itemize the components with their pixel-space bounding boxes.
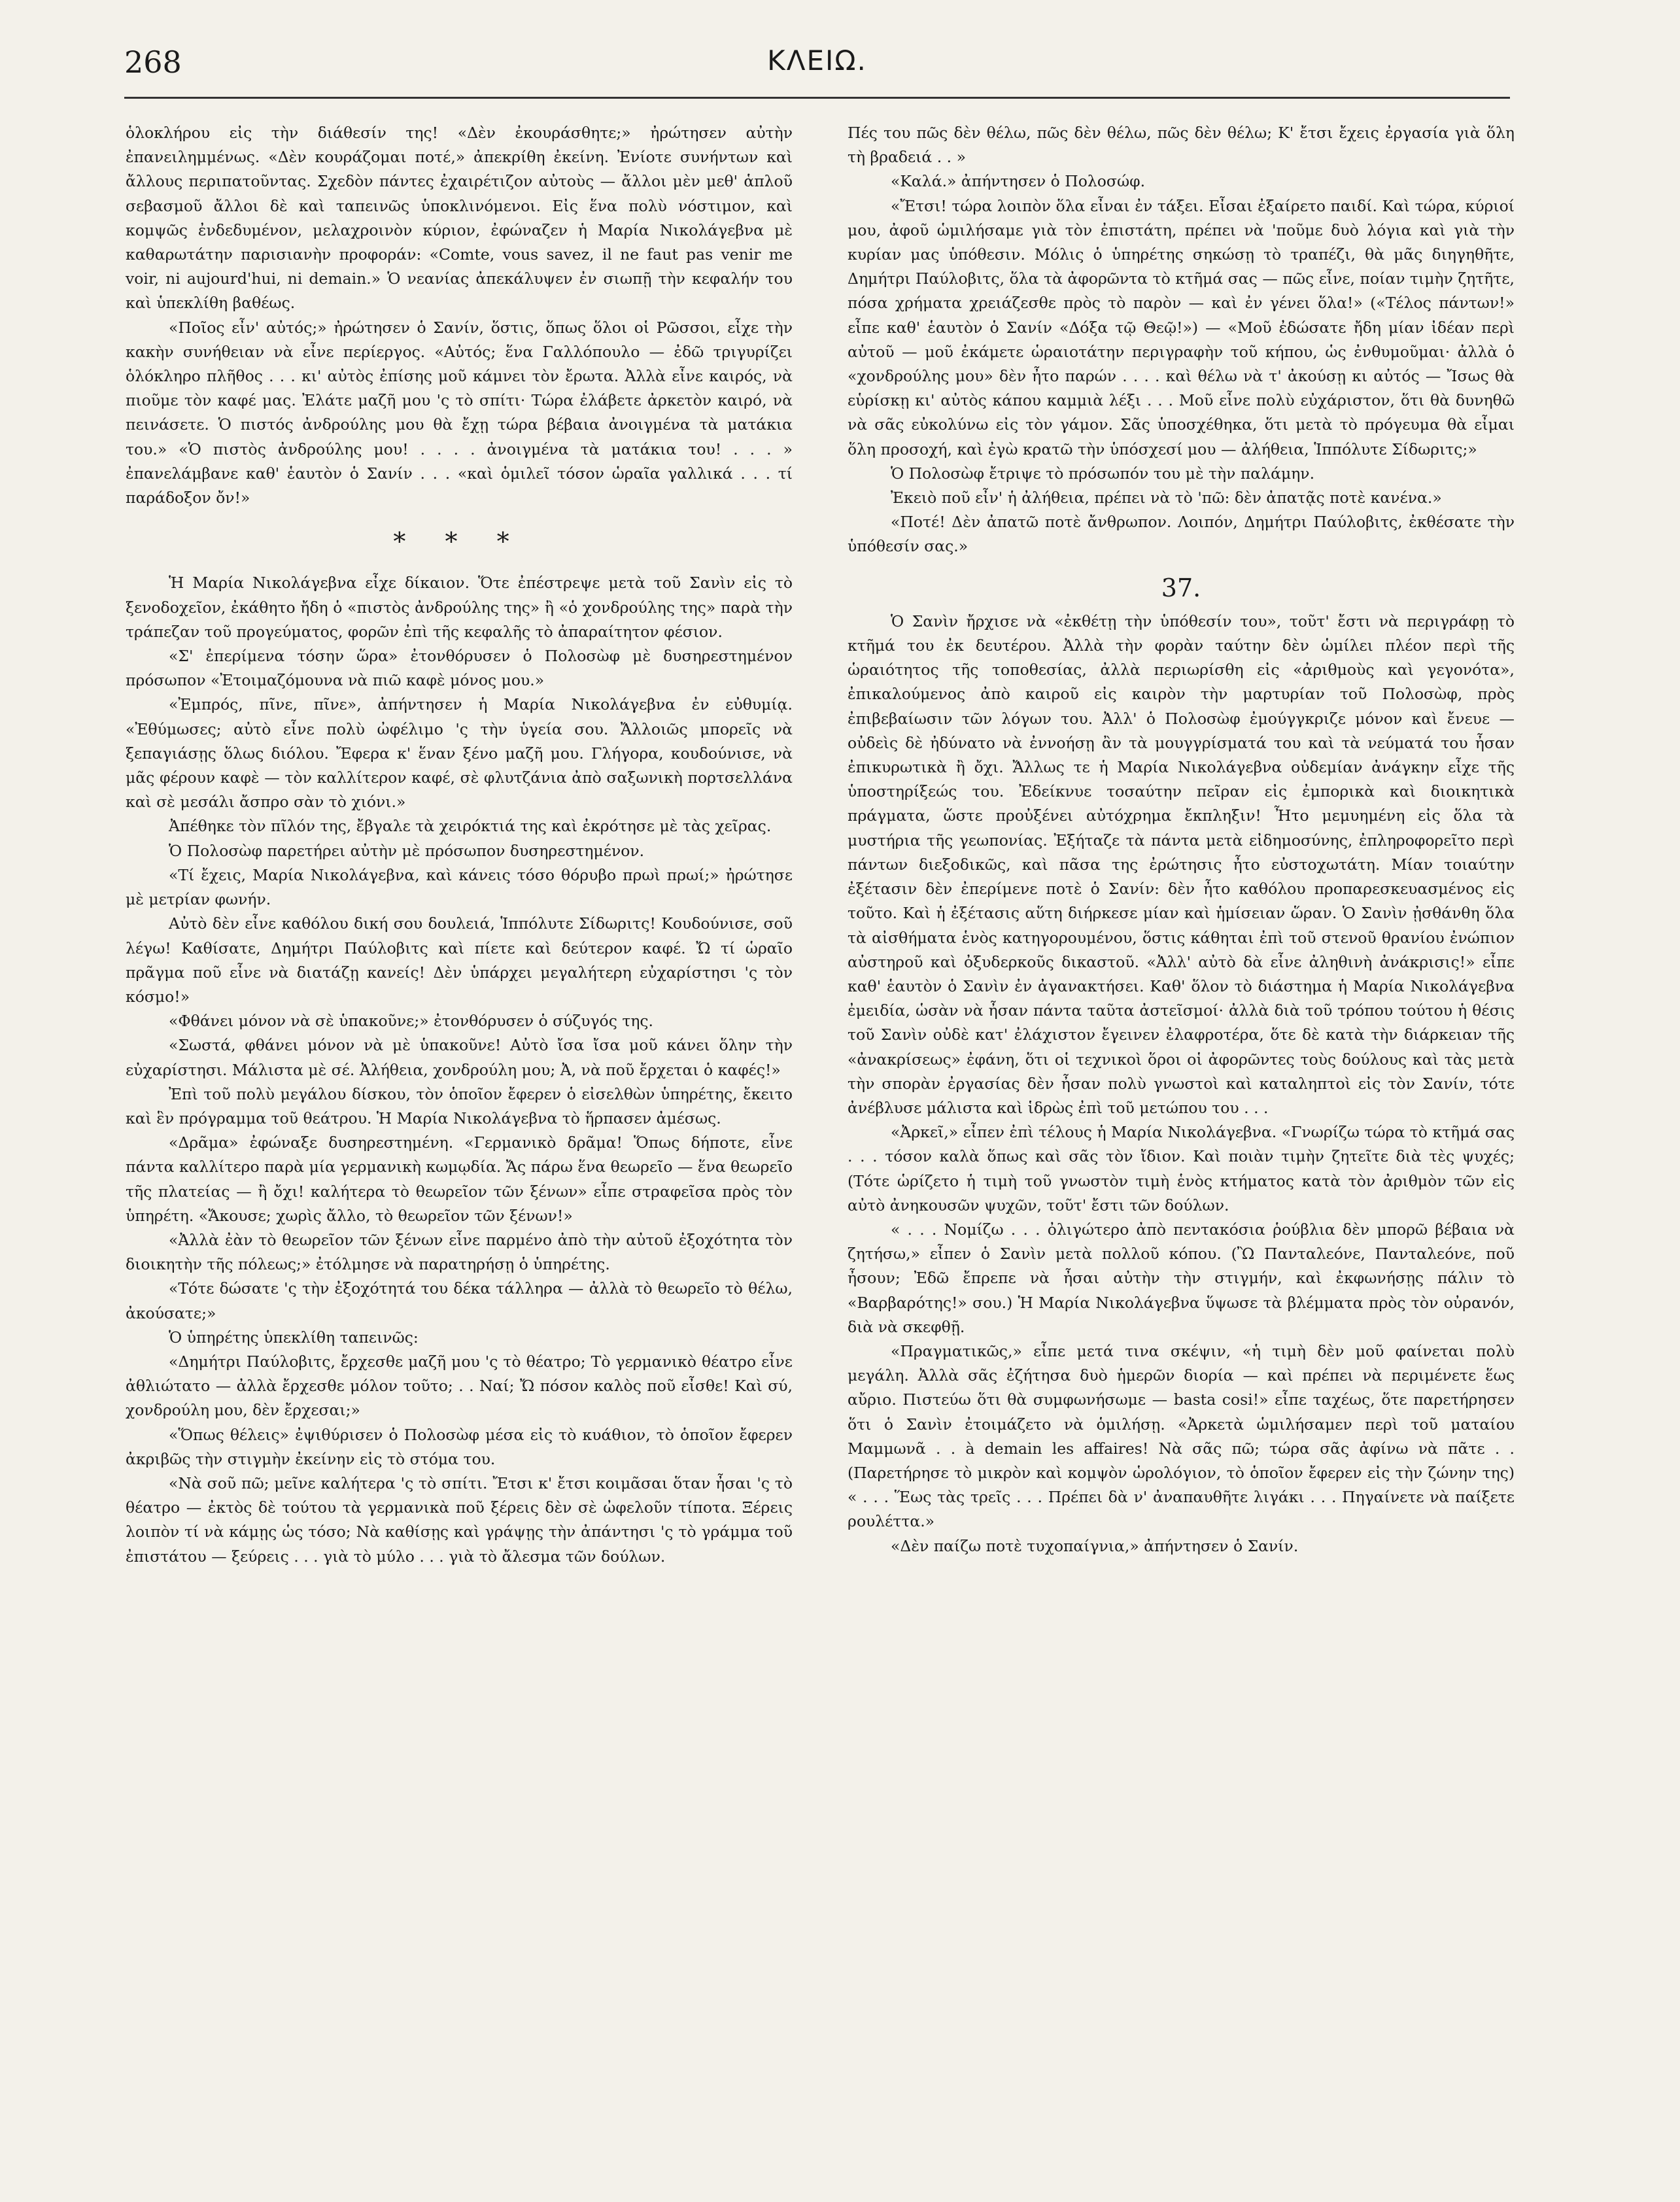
paragraph: «Ἀλλὰ ἐὰν τὸ θεωρεῖον τῶν ξένων εἶνε παρμένο ἀπὸ τὴν αὐτοῦ ἐξοχότητα τὸν διοικητὴν τῆς πόλεως;» ἐτόλμησε νὰ παρατηρήσῃ ὁ ὑπηρέτης. bbox=[126, 1230, 793, 1274]
paragraph: «Καλά.» ἀπήντησεν ὁ Πολοσώφ. bbox=[891, 172, 1146, 191]
page-header bbox=[124, 39, 1510, 85]
paragraph: Αὐτὸ δὲν εἶνε καθόλου δική σου δουλειά, Ἱππόλυτε Σίδωριτς! Κουδούνισε, σοῦ λέγω! Καθίσατε, Δημήτρι Παύλοβιτς καὶ πίετε καὶ δεύτερον καφέ. Ὤ τί ὡραῖο πρᾶγμα ποῦ εἶνε νὰ διατάζῃ κανείς! Δὲν ὑπάρχει μεγαλήτερη εὐχαρίστησι 'ς τὸν κόσμο!» bbox=[126, 914, 793, 1006]
paragraph: «Δημήτρι Παύλοβιτς, ἔρχεσθε μαζῆ μου 'ς τὸ θέατρο; Τὸ γερμανικὸ θέατρο εἶνε ἀθλιώτατο — ἀλλὰ ἔρχεσθε μόλον τοῦτο; . . Ναί; Ὤ πόσον καλὸς ποῦ εἶσθε! Καὶ σύ, χονδρούλη μου, δὲν ἔρχεσαι;» bbox=[126, 1352, 793, 1420]
section-break-asterisks: * * * bbox=[393, 527, 525, 557]
paragraph: Πές του πῶς δὲν θέλω, πῶς δὲν θέλω, πῶς δὲν θέλω; Κ' ἔτσι ἔχεις ἐργασία γιὰ ὅλη τὴ βραδειά . . » bbox=[848, 124, 1515, 167]
paragraph: «Πραγματικῶς,» εἶπε μετά τινα σκέψιν, «ἡ τιμὴ δὲν μοῦ φαίνεται πολὺ μεγάλη. Ἀλλὰ σᾶς ἐζήτησα δυὸ ἡμερῶν διορία — καὶ πρέπει νὰ περιμένετε ἕως αὔριο. Πιστεύω ὅτι θὰ συμφωνήσωμε — basta cosi!» εἶπε ταχέως, ὅτε παρετήρησεν ὅτι ὁ Σανὶν ἐτοιμάζετο νὰ ὁμιλήσῃ. «Ἀρκετὰ ὡμιλήσαμεν περὶ τοῦ ματαίου Μαμμωνᾶ . . à demain les affaires! Νὰ σᾶς πῶ; τώρα σᾶς ἀφίνω νὰ πᾶτε . . (Παρετήρησε τὸ μικρὸν καὶ κομψὸν ὡρολόγιον, τὸ ὁποῖον ἔφερεν εἰς τὴν ζώνην της) « . . . Ἕως τὰς τρεῖς . . . Πρέπει δὰ ν' ἀναπαυθῆτε λιγάκι . . . Πηγαίνετε νὰ παίξετε ρουλέττα.» bbox=[848, 1341, 1515, 1531]
paragraph: Ὁ Πολοσὼφ ἔτριψε τὸ πρόσωπόν του μὲ τὴν παλάμην. bbox=[891, 464, 1315, 483]
paragraph: Ἐπὶ τοῦ πολὺ μεγάλου δίσκου, τὸν ὁποῖον ἔφερεν ὁ εἰσελθὼν ὑπηρέτης, ἔκειτο καὶ ἓν πρόγραμμα τοῦ θεάτρου. Ἡ Μαρία Νικολάγεβνα τὸ ἥρπασεν ἀμέσως. bbox=[126, 1084, 793, 1127]
paragraph: «Τότε δώσατε 'ς τὴν ἐξοχότητά του δέκα τάλληρα — ἀλλὰ τὸ θεωρεῖο τὸ θέλω, ἀκούσατε;» bbox=[126, 1279, 793, 1322]
paragraph: «Τί ἔχεις, Μαρία Νικολάγεβνα, καὶ κάνεις τόσο θόρυβο πρωὶ πρωί;» ἠρώτησε μὲ μετρίαν φωνήν. bbox=[126, 865, 793, 909]
paragraph: «Ἀρκεῖ,» εἶπεν ἐπὶ τέλους ἡ Μαρία Νικολάγεβνα. «Γνωρίζω τώρα τὸ κτῆμά σας . . . τόσον καλὰ ὅπως καὶ σᾶς τὸν ἴδιον. Καὶ ποιὰν τιμὴν ζητεῖτε διὰ τὲς ψυχές; (Τότε ὡρίζετο ἡ τιμὴ τοῦ γνωστὸν τιμὴ ἑνὸς κτήματος κατὰ τὸν ἀριθμὸν τῶν εἰς αὐτὸ ἀνηκουσῶν ψυχῶν, τοῦτ' ἔστι τῶν δούλων. bbox=[848, 1123, 1515, 1214]
paragraph: «Σ' ἐπερίμενα τόσην ὥρα» ἐτονθόρυσεν ὁ Πολοσὼφ μὲ δυσηρεστημένον πρόσωπον «Ἐτοιμαζόμουνα νὰ πιῶ καφὲ μόνος μου.» bbox=[126, 647, 793, 690]
paragraph: « . . . Νομίζω . . . ὀλιγώτερο ἀπὸ πεντακόσια ῥούβλια δὲν μπορῶ βέβαια νὰ ζητήσω,» εἶπεν ὁ Σανὶν μετὰ πολλοῦ κόπου. (Ὢ Πανταλεόνε, Πανταλεόνε, ποῦ ἦσουν; Ἐδῶ ἔπρεπε νὰ ἦσαι αὐτὴν τὴν στιγμήν, καὶ ἐκφωνήσῃς πάλιν τὸ «Βαρβαρότης!» σου.) Ἡ Μαρία Νικολάγεβνα ὕψωσε τὰ βλέμματα πρὸς τὸν οὐρανόν, διὰ νὰ σκεφθῇ. bbox=[848, 1220, 1515, 1336]
page-number: 268 bbox=[124, 44, 182, 80]
paragraph: «Ποῖος εἶν' αὐτός;» ἠρώτησεν ὁ Σανίν, ὅστις, ὅπως ὅλοι οἱ Ρῶσσοι, εἶχε τὴν κακὴν συνήθειαν νὰ εἶνε περίεργος. «Αὐτός; ἕνα Γαλλόπουλο — ἐδῶ τριγυρίζει ὁλόκληρο πλῆθος . . . κι' αὐτὸς ἐπίσης μοῦ κάμνει τὸν ἔρωτα. Ἀλλὰ εἶνε καιρός, νὰ πιοῦμε τὸν καφέ μας. Ἐλάτε μαζῆ μου 'ς τὸ σπίτι· Τώρα ἐλάβετε ἀρκετὸν καιρό, νὰ πεινάσετε. Ὁ πιστός ἀνδρούλης μου θὰ ἔχῃ τώρα βέβαια ἀνοιγμένα τὰ ματάκια του.» «Ὁ πιστὸς ἀνδρούλης μου! . . . . ἀνοιγμένα τὰ ματάκια του! . . . » ἐπανελάμβανε καθ' ἑαυτὸν ὁ Σανίν . . . «καὶ ὁμιλεῖ τόσον ὡραῖα γαλλικά . . . τί παράδοξον ὄν!» bbox=[126, 318, 793, 507]
paragraph: «Νὰ σοῦ πῶ; μεῖνε καλήτερα 'ς τὸ σπίτι. Ἔτσι κ' ἔτσι κοιμᾶσαι ὅταν ἦσαι 'ς τὸ θέατρο — ἐκτὸς δὲ τούτου τὰ γερμανικὰ ποῦ ξέρεις δὲν σὲ ὠφελοῦν τίποτα. Ξέρεις λοιπὸν τί νὰ κάμῃς ὡς τόσο; Νὰ καθίσῃς καὶ γράψῃς τὴν ἀπάντησι 'ς τὸ γράμμα τοῦ ἐπιστάτου — ξεύρεις . . . γιὰ τὸ μύλο . . . γιὰ τὸ ἄλεσμα τῶν δούλων. bbox=[126, 1473, 793, 1566]
running-title: ΚΛΕΙΩ. bbox=[767, 44, 867, 77]
header-rule bbox=[124, 97, 1510, 99]
right-column bbox=[848, 121, 1515, 1558]
paragraph: «Δὲν παίζω ποτὲ τυχοπαίγνια,» ἀπήντησεν ὁ Σανίν. bbox=[891, 1536, 1299, 1555]
paragraph: ὁλοκλήρου εἰς τὴν διάθεσίν της! «Δὲν ἐκουράσθητε;» ἠρώτησεν αὐτὴν ἐπανειλημμένως. «Δὲν κουράζομαι ποτέ,» ἀπεκρίθη ἐκείνη. Ἐνίοτε συνήντων καὶ ἄλλους περιπατοῦντας. Σχεδὸν πάντες ἐχαιρέτιζον αὐτοὺς — ἄλλοι μὲν μεθ' ἁπλοῦ σεβασμοῦ ἄλλοι δὲ καὶ ταπεινῶς ὑποκλινόμενοι. Εἰς ἕνα πολὺ νόστιμον, καὶ κομψῶς ἐνδεδυμένον, μελαχροινὸν κύριον, ἐφώναζεν ἡ Μαρία Νικολάγεβνα μὲ καθαρωτάτην παρισιανὴν προφοράν: «Comte, vous savez, il ne faut pas venir me voir, ni aujourd'hui, ni demain.» Ὁ νεανίας ἀπεκάλυψεν ἐν σιωπῇ τὴν κεφαλήν του καὶ ὑπεκλίθη βαθέως. bbox=[126, 124, 793, 313]
paragraph: Ὁ Σανὶν ἤρχισε νὰ «ἐκθέτῃ τὴν ὑπόθεσίν του», τοῦτ' ἔστι νὰ περιγράφῃ τὸ κτῆμά του ἐκ δευτέρου. Ἀλλὰ τὴν φορὰν ταύτην δὲν ὡμίλει πλέον περὶ τῆς ὡραιότητος τῆς τοποθεσίας, ἀλλὰ περιωρίσθη εἰς «ἀριθμοὺς καὶ γεγονότα», ἐπικαλούμενος ἀπὸ καιροῦ εἰς καιρὸν τὴν μαρτυρίαν τοῦ Πολοσὼφ, πρὸς ἐπιβεβαίωσιν τῶν λόγων του. Ἀλλ' ὁ Πολοσὼφ ἐμούγγκριζε μόνον καὶ ἔνευε — οὐδεὶς δὲ ἠδύνατο νὰ ἐννοήσῃ ἂν τὰ μουγγρίσματά του καὶ τὰ νεύματά του ἦσαν ἐπικυρωτικὰ ἢ ὄχι. Ἄλλως τε ἡ Μαρία Νικολάγεβνα οὐδεμίαν ἀνάγκην εἶχε τῆς ὑποστηρίξεώς του. Ἐδείκνυε τοσαύτην πεῖραν εἰς ἐμπορικὰ καὶ διοικητικὰ πράγματα, ὥστε προὐξένει αὐτόχρημα ἔκπληξιν! Ἦτο μεμυημένη εἰς ὅλα τὰ μυστήρια τῆς γεωπονίας. Ἐξήταζε τὰ πάντα μετὰ εἰδημοσύνης, ἐπληροφορεῖτο περὶ πάντων διεξοδικῶς, καὶ πᾶσα της ἐρώτησις ἦτο εὐστοχωτάτη. Μίαν τοιαύτην ἐξέτασιν δὲν ἐπερίμενε ποτὲ ὁ Σανίν: δὲν ἦτο καθόλου προπαρεσκευασμένος εἰς τοῦτο. Καὶ ἡ ἐξέτασις αὕτη διήρκεσε μίαν καὶ ἡμίσειαν ὥραν. Ὁ Σανὶν ᾐσθάνθη ὅλα τὰ αἰσθήματα ἑνὸς κατηγορουμένου, ὅστις κάθηται ἐπὶ τοῦ στενοῦ θρανίου ἐνώπιον αὐστηροῦ καὶ ὀξυδερκοῦς δικαστοῦ. «Ἀλλ' αὐτὸ δὰ εἶνε ἀληθινὴ ἀνάκρισις!» εἶπε καθ' ἑαυτὸν ὁ Σανὶν ἐν ἀγανακτήσει. Καθ' ὅλον τὸ διάστημα ἡ Μαρία Νικολάγεβνα ἐμειδία, ὡσὰν νὰ ἦσαν πάντα ταῦτα ἀστεῖσμοί· ἀλλὰ διὰ τοῦ τρόπου τούτου ἡ θέσις τοῦ Σανὶν οὐδὲ κατ' ἐλάχιστον ἔγεινεν ἐλαφροτέρα, ὅτε δὲ κατὰ τὴν διάρκειαν τῆς «ἀνακρίσεως» ἐφάνη, ὅτι οἱ τεχνικοὶ ὅροι οἱ ἀφορῶντες τοὺς δούλους καὶ τὰς μετὰ τὴν σπορὰν ἐργασίας δὲν ἦσαν πολὺ γνωστοὶ καὶ καταληπτοὶ εἰς τὸν Σανίν, τότε ἀνέβλυσε μάλιστα καὶ ἱδρὼς ἐπὶ τοῦ μετώπου του . . . bbox=[848, 611, 1515, 1117]
paragraph: «Σωστά, φθάνει μόνον νὰ μὲ ὑπακοῦνε! Αὐτὸ ἴσα ἴσα μοῦ κάνει ὅλην τὴν εὐχαρίστησι. Μάλιστα μὲ σέ. Ἀλήθεια, χονδρούλη μου; Ἀ, νὰ ποῦ ἔρχεται ὁ καφές!» bbox=[126, 1036, 793, 1079]
paragraph: «Δρᾶμα» ἐφώναξε δυσηρεστημένη. «Γερμανικὸ δρᾶμα! Ὅπως δήποτε, εἶνε πάντα καλλίτερο παρὰ μία γερμανικὴ κωμῳδία. Ἄς πάρω ἕνα θεωρεῖο — ἕνα θεωρεῖο τῆς πλατείας — ἢ ὄχι! καλήτερα τὸ θεωρεῖον τῶν ξένων» εἶπε στραφεῖσα πρὸς τὸν ὑπηρέτη. «Ἄκουσε; χωρὶς ἄλλο, τὸ θεωρεῖον τῶν ξένων!» bbox=[126, 1133, 793, 1225]
paragraph: Ἐκειὸ ποῦ εἶν' ἡ ἀλήθεια, πρέπει νὰ τὸ 'πῶ: δὲν ἀπατᾷς ποτὲ κανένα.» bbox=[891, 489, 1442, 507]
paragraph: Ὁ Πολοσὼφ παρετήρει αὐτὴν μὲ πρόσωπον δυσηρεστημένον. bbox=[169, 841, 645, 860]
paragraph: «Ἔτσι! τώρα λοιπὸν ὅλα εἶναι ἐν τάξει. Εἶσαι ἐξαίρετο παιδί. Καὶ τώρα, κύριοί μου, ἀφοῦ ὡμιλήσαμε γιὰ τὸν ἐπιστάτη, πρέπει νὰ 'ποῦμε δυὸ λόγια καὶ γιὰ τὴν κυρίαν μας ὑπόθεσιν. Μόλις ὁ ὑπηρέτης σηκώσῃ τὸ τραπέζι, θὰ μᾶς διηγηθῆτε, Δημήτρι Παύλοβιτς, ὅλα τὰ ἀφορῶντα τὸ κτῆμά σας — πῶς εἶνε, ποίαν τιμὴν ζητῆτε, πόσα χρήματα χρειάζεσθε πρὸς τὸ παρὸν — καὶ ἐν γένει ὅλα!» («Τέλος πάντων!» εἶπε καθ' ἑαυτὸν ὁ Σανίν «Δόξα τῷ Θεῷ!») — «Μοῦ ἐδώσατε ἤδη μίαν ἰδέαν περὶ αὐτοῦ — μοῦ ἐκάμετε ὡραιοτάτην περιγραφὴν τοῦ κήπου, ὡς ἐνθυμοῦμαι· ἀλλὰ ὁ «χονδρούλης μου» δὲν ἦτο παρών . . . . καὶ θέλω νὰ τ' ἀκούσῃ κι αὐτός — Ἴσως θὰ εὑρίσκῃ κι' αὐτὸς κάπου καμμιὰ λέξι . . . Μοῦ εἶνε πολὺ εὐχάριστον, ὅτι θὰ δυνηθῶ νὰ σᾶς εὐκολύνω εἰς τὸν γάμον. Σᾶς ὑποσχέθηκα, ὅτι μετὰ τὸ πρόγευμα θὰ εἶμαι ὅλη προσοχή, καὶ ἐγὼ κρατῶ τὴν ὑπόσχεσί μου — ἀλήθεια, Ἱππόλυτε Σίδωριτς;» bbox=[848, 196, 1515, 458]
chapter-number: 37. bbox=[1161, 573, 1201, 602]
paragraph: «Ἐμπρός, πῖνε, πῖνε», ἀπήντησεν ἡ Μαρία Νικολάγεβνα ἐν εὐθυμίᾳ. «Ἐθύμωσες; αὐτὸ εἶνε πολὺ ὠφέλιμο 'ς τὴν ὑγεία σου. Ἄλλοιῶς μπορεῖς νὰ ξεπαγιάσῃς ὅλως διόλου. Ἔφερα κ' ἕναν ξένο μαζῆ μου. Γλήγορα, κουδούνισε, νὰ μᾶς φέρουν καφὲ — τὸν καλλίτερον καφέ, σὲ φλυτζάνια ἀπὸ σαξωνικὴ πορτσελλάνα καὶ σὲ μεσάλι ἄσπρο σὰν τὸ χιόνι.» bbox=[126, 695, 793, 812]
left-column bbox=[126, 121, 793, 1569]
paragraph: «Φθάνει μόνον νὰ σὲ ὑπακοῦνε;» ἐτονθόρυσεν ὁ σύζυγός της. bbox=[169, 1012, 654, 1031]
paragraph: Ἡ Μαρία Νικολάγεβνα εἶχε δίκαιον. Ὅτε ἐπέστρεψε μετὰ τοῦ Σανὶν εἰς τὸ ξενοδοχεῖον, ἐκάθητο ἤδη ὁ «πιστὸς ἀνδρούλης της» ἢ «ὁ χονδρούλης της» παρὰ τὴν τράπεζαν τοῦ προγεύματος, φορῶν ἐπὶ τῆς κεφαλῆς τὸ ἀπαραίτητον φέσιον. bbox=[126, 574, 793, 641]
paragraph: «Ποτέ! Δὲν ἀπατῶ ποτὲ ἄνθρωπον. Λοιπόν, Δημήτρι Παύλοβιτς, ἐκθέσατε τὴν ὑπόθεσίν σας.» bbox=[848, 513, 1515, 556]
paragraph: Ἀπέθηκε τὸν πῖλόν της, ἔβγαλε τὰ χειρόκτιά της καὶ ἐκρότησε μὲ τὰς χεῖρας. bbox=[169, 817, 772, 836]
paragraph: Ὁ ὑπηρέτης ὑπεκλίθη ταπεινῶς: bbox=[169, 1328, 419, 1347]
paragraph: «Ὅπως θέλεις» ἐψιθύρισεν ὁ Πολοσὼφ μέσα εἰς τὸ κυάθιον, τὸ ὁποῖον ἔφερεν ἀκριβῶς τὴν στιγμὴν ἐκείνην εἰς τὸ στόμα του. bbox=[126, 1425, 793, 1468]
